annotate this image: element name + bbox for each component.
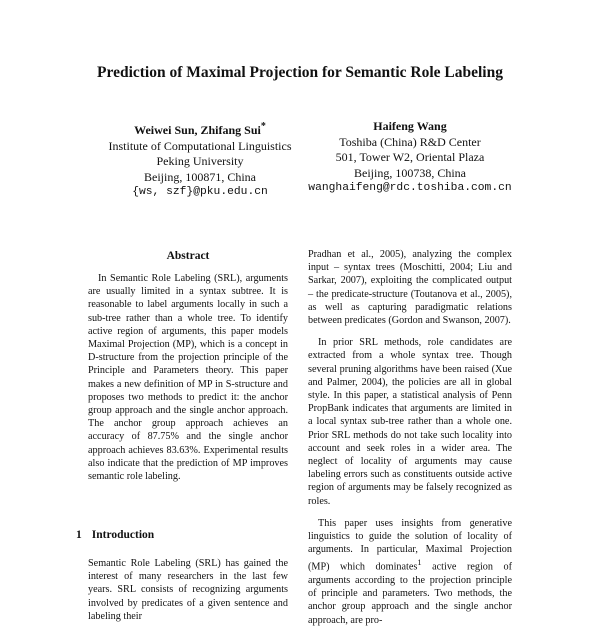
right-column <box>308 248 512 627</box>
abstract-text: In Semantic Role Labeling (SRL), arguments are usually limited in a syntax subtree. It is reasonable to label arguments locally in such a sub-tree rather than a whole tree. To identify active region of arguments, this paper models Maximal Projection (MP), which is a concept in D-structure from the projection principle of the Principle and Parameters theory. This paper makes a new definition of MP in S-structure and proposes two methods to predict it: the anchor group approach and the single anchor approach. The anchor group approach achieves an accuracy of 87.75% and the single anchor approach achieves 83.63%. Experimental results also indicate that the prediction of MP improves semantic role labeling. <box>88 273 288 483</box>
affiliation-line: Peking University <box>156 154 244 169</box>
author-name: Weiwei Sun, Zhifang Sui* <box>134 121 266 137</box>
paper-title: Prediction of Maximal Projection for Semantic Role Labeling <box>97 64 503 81</box>
affiliation-line: Beijing, 100738, China <box>354 165 466 180</box>
affiliation-line: Beijing, 100871, China <box>144 169 256 184</box>
section-title: Introduction <box>91 529 155 541</box>
author-block-1 <box>95 119 305 201</box>
author-email: wanghaifeng@rdc.toshiba.com.cn <box>308 182 512 195</box>
abstract-heading: Abstract <box>166 250 210 262</box>
introduction-body <box>88 557 288 623</box>
author-email: {ws, szf}@pku.edu.cn <box>132 186 268 199</box>
paragraph: This paper uses insights from generative linguistics to guide the solution of locality of arguments. In particular, Maximal Projection (MP) which dominates$^1$ active region of arguments according to the projection principle of principle and parameters. Two methods, the anchor group approach and the single anchor approach, are pro- <box>308 517 513 626</box>
paragraph: In prior SRL methods, role candidates are extracted from a whole syntax tree. Though several pruning algorithms have been raised (Xue and Palmer, 2004), the policies are all in global style. In this paper, a statistical analysis of Penn PropBank indicates that arguments are limited in a local syntax sub-tree rather than a whole one. Prior SRL methods do not take such locality into account and seek roles in a wider area. The neglect of locality of arguments may cause labeling errors such as constituents outside active region of arguments may be falsely recognized as roles. <box>308 337 512 507</box>
footnote-ref: 1 <box>417 557 422 568</box>
affiliation-line: Institute of Computational Linguistics <box>108 138 292 153</box>
footnote-mark: * <box>260 121 266 132</box>
author-name: Haifeng Wang <box>373 119 447 133</box>
affiliation-line: Toshiba (China) R&D Center <box>339 134 481 149</box>
author-block-2 <box>285 119 535 197</box>
paragraph: Pradhan et al., 2005), analyzing the complex input – syntax trees (Moschitti, 2004; Liu and Sarkar, 2007), exploiting the complicated output – the predicate-structure (Toutanova et al., 2005), as well as capturing paradigmatic relations between predicates (Gordon and Swanson, 2007). <box>308 249 512 327</box>
section-heading <box>76 529 154 541</box>
abstract-body <box>88 272 288 483</box>
affiliation-line: 501, Tower W2, Oriental Plaza <box>335 150 485 165</box>
section-number: 1 <box>76 529 82 541</box>
introduction-text: Semantic Role Labeling (SRL) has gained the interest of many researchers in the last few years. SRL consists of recognizing arguments involved by predicates of a given sentence and labeling their <box>88 558 288 622</box>
